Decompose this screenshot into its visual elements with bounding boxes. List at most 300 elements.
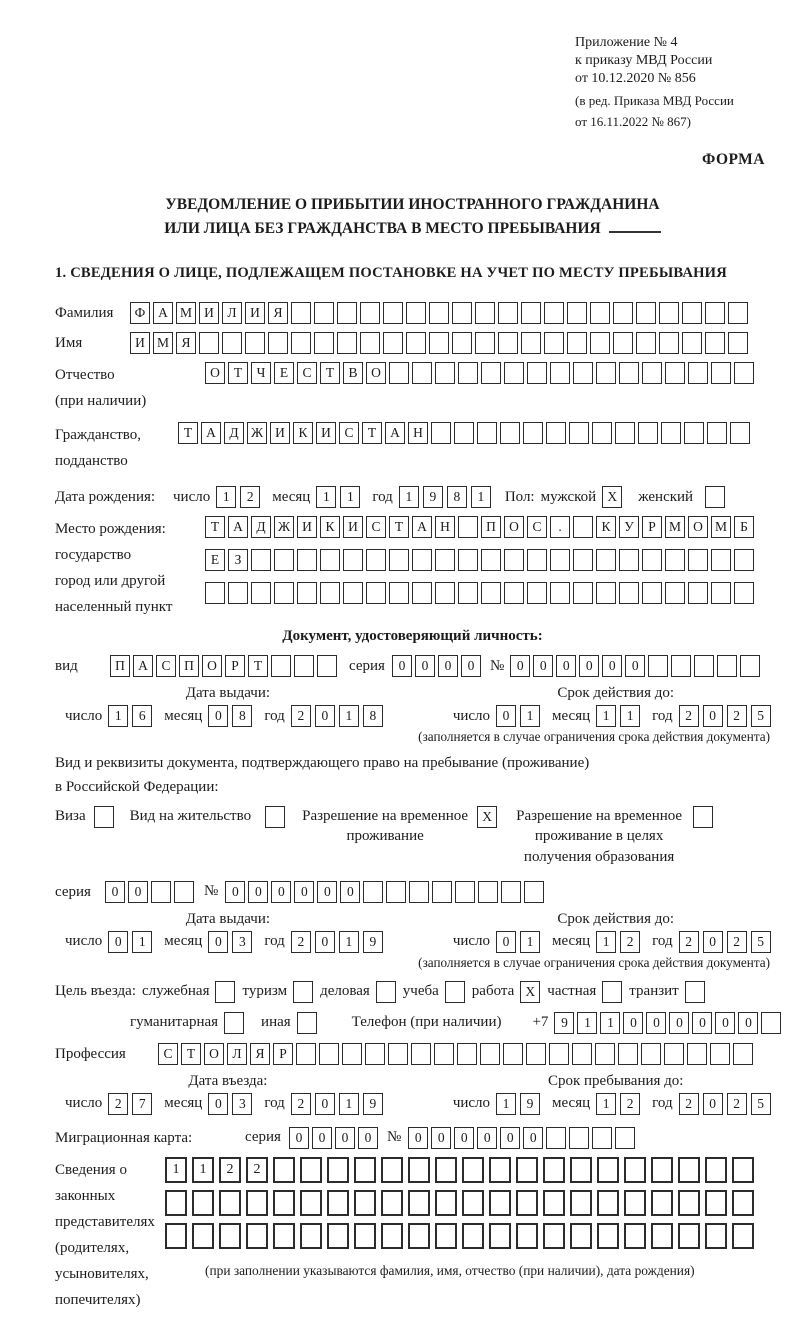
char-cell: 1 bbox=[216, 486, 236, 508]
identity-document-row bbox=[55, 655, 770, 677]
birthplace-boxes-row1 bbox=[205, 516, 754, 538]
purpose-official-checkbox bbox=[215, 981, 235, 1003]
char-cell: 2 bbox=[620, 931, 640, 953]
char-cell bbox=[251, 549, 271, 571]
char-cell: 2 bbox=[620, 1093, 640, 1115]
profession-row bbox=[55, 1043, 770, 1065]
char-cell bbox=[503, 1043, 523, 1065]
char-cell bbox=[504, 362, 524, 384]
char-cell: 2 bbox=[240, 486, 260, 508]
guardians-label-line: законных bbox=[55, 1187, 116, 1204]
doc-series-label: серия bbox=[349, 657, 385, 674]
char-cell: С bbox=[527, 516, 547, 538]
year-label: год bbox=[264, 1095, 285, 1112]
char-cell: 1 bbox=[471, 486, 491, 508]
char-cell bbox=[412, 362, 432, 384]
month-label: месяц bbox=[164, 1095, 203, 1112]
patronymic-label-line: Отчество bbox=[55, 367, 115, 383]
char-cell: 9 bbox=[520, 1093, 540, 1115]
char-cell: 1 bbox=[165, 1157, 187, 1183]
purpose-other bbox=[261, 1012, 319, 1034]
char-cell: 2 bbox=[727, 705, 747, 727]
char-cell bbox=[366, 549, 386, 571]
char-cell: 0 bbox=[523, 1127, 543, 1149]
purpose-other-label: иная bbox=[261, 1014, 291, 1031]
char-cell bbox=[642, 549, 662, 571]
char-cell: 0 bbox=[496, 705, 516, 727]
char-cell: О bbox=[204, 1043, 224, 1065]
char-cell: О bbox=[202, 655, 222, 677]
char-cell: Я bbox=[176, 332, 196, 354]
birthplace-label-line: населенный пункт bbox=[55, 599, 173, 615]
char-cell: Т bbox=[389, 516, 409, 538]
char-cell: 5 bbox=[751, 1093, 771, 1115]
char-cell: И bbox=[270, 422, 290, 444]
guardians-note: (при заполнении указываются фамилия, имя, отчество (при наличии), дата рождения) bbox=[205, 1262, 695, 1278]
char-cell bbox=[454, 422, 474, 444]
char-cell bbox=[165, 1223, 187, 1249]
guardians-label-line: (родителях, bbox=[55, 1239, 130, 1256]
char-cell bbox=[597, 1157, 619, 1183]
char-cell: 2 bbox=[291, 1093, 311, 1115]
birth-date-row bbox=[55, 486, 770, 508]
char-cell bbox=[300, 1223, 322, 1249]
char-cell bbox=[481, 549, 501, 571]
char-cell bbox=[296, 1043, 316, 1065]
char-cell bbox=[705, 1190, 727, 1216]
char-cell bbox=[354, 1223, 376, 1249]
patronymic-boxes bbox=[205, 362, 754, 384]
char-cell: 0 bbox=[692, 1012, 712, 1034]
guardians-label-line: представителях bbox=[55, 1213, 155, 1230]
guardians-block bbox=[55, 1157, 770, 1313]
purpose-study-label: учеба bbox=[402, 983, 439, 1000]
purpose-transit bbox=[629, 981, 706, 1003]
char-cell: 2 bbox=[291, 705, 311, 727]
doc-dates-row bbox=[65, 685, 770, 727]
annex-reference bbox=[575, 34, 770, 131]
char-cell bbox=[458, 362, 478, 384]
annex-amendment-line: (в ред. Приказа МВД России bbox=[575, 92, 734, 108]
char-cell bbox=[682, 302, 702, 324]
char-cell: М bbox=[711, 516, 731, 538]
char-cell: Я bbox=[250, 1043, 270, 1065]
char-cell bbox=[573, 582, 593, 604]
char-cell: П bbox=[179, 655, 199, 677]
char-cell bbox=[297, 582, 317, 604]
char-cell bbox=[596, 362, 616, 384]
char-cell bbox=[199, 332, 219, 354]
char-cell: Р bbox=[642, 516, 662, 538]
purpose-humanitarian-label: гуманитарная bbox=[130, 1014, 219, 1031]
char-cell bbox=[597, 1223, 619, 1249]
char-cell bbox=[641, 1043, 661, 1065]
char-cell: И bbox=[316, 422, 336, 444]
char-cell: 6 bbox=[132, 705, 152, 727]
permit-valid-day-boxes bbox=[496, 931, 540, 953]
sex-label: Пол: bbox=[504, 488, 535, 505]
char-cell: 0 bbox=[703, 1093, 723, 1115]
stay-year-boxes bbox=[679, 1093, 771, 1115]
valid-until-label: Срок действия до: bbox=[557, 910, 675, 927]
char-cell bbox=[728, 302, 748, 324]
permit-number-boxes bbox=[225, 881, 544, 903]
char-cell bbox=[273, 1157, 295, 1183]
char-cell: 0 bbox=[315, 705, 335, 727]
purpose-other-checkbox bbox=[297, 1012, 317, 1034]
char-cell bbox=[489, 1157, 511, 1183]
char-cell: 0 bbox=[738, 1012, 758, 1034]
char-cell bbox=[452, 302, 472, 324]
char-cell bbox=[546, 422, 566, 444]
char-cell bbox=[246, 1190, 268, 1216]
visa-checkbox bbox=[94, 806, 114, 828]
char-cell: А bbox=[153, 302, 173, 324]
char-cell bbox=[688, 582, 708, 604]
char-cell bbox=[678, 1223, 700, 1249]
char-cell bbox=[678, 1190, 700, 1216]
char-cell bbox=[710, 1043, 730, 1065]
char-cell bbox=[389, 362, 409, 384]
char-cell bbox=[688, 549, 708, 571]
char-cell: А bbox=[133, 655, 153, 677]
form-title bbox=[55, 193, 770, 241]
char-cell bbox=[475, 302, 495, 324]
char-cell bbox=[268, 332, 288, 354]
char-cell: С bbox=[158, 1043, 178, 1065]
char-cell: 0 bbox=[208, 705, 228, 727]
char-cell bbox=[665, 582, 685, 604]
char-cell: 0 bbox=[496, 931, 516, 953]
char-cell: 2 bbox=[246, 1157, 268, 1183]
char-cell: 9 bbox=[554, 1012, 574, 1034]
char-cell: 0 bbox=[294, 881, 314, 903]
valid-until-label: Срок действия до: bbox=[557, 685, 675, 701]
char-cell: 1 bbox=[520, 931, 540, 953]
char-cell bbox=[573, 362, 593, 384]
char-cell bbox=[271, 655, 291, 677]
char-cell: Т bbox=[320, 362, 340, 384]
char-cell: 0 bbox=[669, 1012, 689, 1034]
day-label: число bbox=[173, 488, 211, 505]
char-cell: Ж bbox=[247, 422, 267, 444]
char-cell bbox=[500, 422, 520, 444]
char-cell bbox=[661, 422, 681, 444]
char-cell: Б bbox=[734, 516, 754, 538]
char-cell bbox=[219, 1223, 241, 1249]
form-title-line2: ИЛИ ЛИЦА БЕЗ ГРАЖДАНСТВА В МЕСТО ПРЕБЫВАНИЯ bbox=[164, 219, 601, 237]
permit-dates-row bbox=[65, 911, 770, 953]
char-cell: 0 bbox=[623, 1012, 643, 1034]
char-cell: 0 bbox=[703, 931, 723, 953]
char-cell: Л bbox=[227, 1043, 247, 1065]
char-cell bbox=[251, 582, 271, 604]
char-cell: 2 bbox=[679, 931, 699, 953]
char-cell bbox=[550, 549, 570, 571]
char-cell: Л bbox=[222, 302, 242, 324]
char-cell bbox=[274, 582, 294, 604]
doc-valid-until-group bbox=[453, 685, 779, 727]
char-cell: 0 bbox=[415, 655, 435, 677]
char-cell bbox=[319, 1043, 339, 1065]
char-cell bbox=[452, 332, 472, 354]
char-cell: О bbox=[504, 516, 524, 538]
char-cell: Т bbox=[178, 422, 198, 444]
char-cell bbox=[592, 422, 612, 444]
char-cell: Я bbox=[268, 302, 288, 324]
doc-kind-label: вид bbox=[55, 658, 78, 674]
char-cell: Н bbox=[408, 422, 428, 444]
char-cell bbox=[412, 549, 432, 571]
patronymic-row bbox=[55, 362, 770, 414]
char-cell bbox=[570, 1190, 592, 1216]
permit-type-row bbox=[55, 806, 770, 867]
char-cell: 5 bbox=[751, 931, 771, 953]
char-cell bbox=[734, 362, 754, 384]
char-cell bbox=[740, 655, 760, 677]
birthplace-label-line: Место рождения: bbox=[55, 521, 166, 537]
year-label: год bbox=[264, 933, 285, 950]
char-cell bbox=[408, 1190, 430, 1216]
char-cell: И bbox=[130, 332, 150, 354]
birth-date-group bbox=[173, 486, 499, 508]
permit-series-boxes bbox=[105, 881, 194, 903]
char-cell: 8 bbox=[232, 705, 252, 727]
purpose-work bbox=[472, 981, 543, 1003]
char-cell bbox=[408, 1223, 430, 1249]
entry-date-group bbox=[65, 1073, 391, 1115]
char-cell: Н bbox=[435, 516, 455, 538]
day-label: число bbox=[452, 707, 491, 724]
doc-issue-date-group bbox=[65, 685, 391, 727]
day-label: число bbox=[452, 933, 491, 950]
surname-label: Фамилия bbox=[55, 305, 114, 321]
char-cell bbox=[477, 422, 497, 444]
char-cell bbox=[590, 302, 610, 324]
doc-valid-month-boxes bbox=[596, 705, 640, 727]
char-cell: 1 bbox=[340, 486, 360, 508]
char-cell: М bbox=[176, 302, 196, 324]
migcard-series-label: серия bbox=[245, 1129, 281, 1146]
char-cell bbox=[590, 332, 610, 354]
char-cell bbox=[381, 1223, 403, 1249]
char-cell bbox=[543, 1157, 565, 1183]
temp-residence-edu-label: Разрешение на временное проживание в целях получения образования bbox=[516, 808, 683, 865]
char-cell bbox=[618, 1043, 638, 1065]
char-cell bbox=[527, 549, 547, 571]
purpose-private-label: частная bbox=[547, 983, 597, 1000]
char-cell bbox=[570, 1157, 592, 1183]
char-cell bbox=[314, 332, 334, 354]
char-cell bbox=[678, 1157, 700, 1183]
permit-issue-date-group bbox=[65, 911, 391, 953]
char-cell bbox=[435, 1223, 457, 1249]
migration-card-label: Миграционная карта: bbox=[55, 1129, 193, 1146]
char-cell bbox=[705, 332, 725, 354]
char-cell: 1 bbox=[108, 705, 128, 727]
char-cell bbox=[682, 332, 702, 354]
char-cell bbox=[317, 655, 337, 677]
char-cell: К bbox=[320, 516, 340, 538]
char-cell bbox=[732, 1190, 754, 1216]
char-cell bbox=[733, 1043, 753, 1065]
char-cell bbox=[636, 332, 656, 354]
char-cell bbox=[498, 332, 518, 354]
birthplace-label-line: город или другой bbox=[55, 573, 166, 589]
char-cell bbox=[619, 582, 639, 604]
char-cell bbox=[481, 582, 501, 604]
char-cell: Т bbox=[248, 655, 268, 677]
guardians-boxes-row1 bbox=[165, 1157, 754, 1183]
sex-male-checkbox: X bbox=[602, 486, 622, 508]
char-cell bbox=[527, 362, 547, 384]
birthplace-label bbox=[55, 516, 205, 620]
char-cell: 1 bbox=[520, 705, 540, 727]
char-cell: 1 bbox=[192, 1157, 214, 1183]
char-cell bbox=[435, 582, 455, 604]
char-cell bbox=[406, 302, 426, 324]
temp-residence-edu-checkbox bbox=[693, 806, 713, 828]
char-cell bbox=[435, 1157, 457, 1183]
char-cell: З bbox=[228, 549, 248, 571]
char-cell bbox=[343, 582, 363, 604]
char-cell: 1 bbox=[620, 705, 640, 727]
char-cell bbox=[489, 1223, 511, 1249]
char-cell bbox=[572, 1043, 592, 1065]
migcard-number-label: № bbox=[386, 1129, 402, 1146]
surname-row bbox=[55, 302, 770, 324]
char-cell: 1 bbox=[339, 705, 359, 727]
char-cell bbox=[526, 1043, 546, 1065]
char-cell bbox=[615, 422, 635, 444]
char-cell: 8 bbox=[447, 486, 467, 508]
char-cell: М bbox=[665, 516, 685, 538]
char-cell bbox=[327, 1223, 349, 1249]
char-cell bbox=[516, 1190, 538, 1216]
char-cell bbox=[570, 1223, 592, 1249]
char-cell: 9 bbox=[363, 931, 383, 953]
char-cell bbox=[291, 332, 311, 354]
char-cell bbox=[435, 1190, 457, 1216]
char-cell bbox=[516, 1223, 538, 1249]
char-cell bbox=[651, 1157, 673, 1183]
char-cell: А bbox=[228, 516, 248, 538]
char-cell: 0 bbox=[340, 881, 360, 903]
char-cell: 0 bbox=[317, 881, 337, 903]
char-cell: 0 bbox=[315, 931, 335, 953]
entry-month-boxes bbox=[208, 1093, 252, 1115]
char-cell bbox=[501, 881, 521, 903]
char-cell bbox=[550, 362, 570, 384]
year-label: год bbox=[652, 1095, 673, 1112]
char-cell: 3 bbox=[232, 1093, 252, 1115]
guardians-label-line: усыновителях, bbox=[55, 1265, 149, 1282]
issue-date-label: Дата выдачи: bbox=[185, 910, 271, 927]
temp-residence-edu-option bbox=[513, 806, 715, 867]
char-cell bbox=[592, 1127, 612, 1149]
char-cell bbox=[165, 1190, 187, 1216]
form-title-line1: УВЕДОМЛЕНИЕ О ПРИБЫТИИ ИНОСТРАННОГО ГРАЖДАНИНА bbox=[165, 195, 660, 213]
month-label: месяц bbox=[164, 707, 203, 724]
annex-line: от 10.12.2020 № 856 bbox=[575, 70, 696, 86]
birthplace-boxes-row2 bbox=[205, 549, 754, 571]
char-cell: 1 bbox=[316, 486, 336, 508]
char-cell bbox=[543, 1190, 565, 1216]
char-cell bbox=[151, 881, 171, 903]
permit-valid-until-group bbox=[453, 911, 779, 953]
char-cell bbox=[711, 582, 731, 604]
char-cell bbox=[273, 1190, 295, 1216]
char-cell bbox=[219, 1190, 241, 1216]
char-cell bbox=[671, 655, 691, 677]
citizenship-label-line: подданство bbox=[55, 453, 128, 469]
char-cell: М bbox=[153, 332, 173, 354]
char-cell: 1 bbox=[132, 931, 152, 953]
char-cell: О bbox=[688, 516, 708, 538]
doc-kind-boxes bbox=[110, 655, 337, 677]
char-cell bbox=[521, 302, 541, 324]
char-cell bbox=[684, 422, 704, 444]
char-cell bbox=[245, 332, 265, 354]
char-cell: 0 bbox=[289, 1127, 309, 1149]
char-cell bbox=[455, 881, 475, 903]
birthplace-label-line: государство bbox=[55, 547, 132, 563]
day-label: число bbox=[65, 933, 103, 950]
char-cell bbox=[573, 549, 593, 571]
char-cell bbox=[573, 516, 593, 538]
char-cell bbox=[642, 362, 662, 384]
char-cell bbox=[327, 1190, 349, 1216]
char-cell: 0 bbox=[477, 1127, 497, 1149]
purpose-work-checkbox: X bbox=[520, 981, 540, 1003]
char-cell: 9 bbox=[363, 1093, 383, 1115]
char-cell: 0 bbox=[431, 1127, 451, 1149]
permit-issue-month-boxes bbox=[208, 931, 252, 953]
char-cell bbox=[498, 302, 518, 324]
char-cell: 0 bbox=[715, 1012, 735, 1034]
char-cell: . bbox=[550, 516, 570, 538]
char-cell bbox=[429, 302, 449, 324]
char-cell bbox=[300, 1157, 322, 1183]
char-cell: 0 bbox=[358, 1127, 378, 1149]
char-cell bbox=[761, 1012, 781, 1034]
char-cell: У bbox=[619, 516, 639, 538]
char-cell bbox=[192, 1223, 214, 1249]
char-cell: 1 bbox=[596, 1093, 616, 1115]
stay-until-label: Срок пребывания до: bbox=[547, 1072, 684, 1089]
char-cell: 0 bbox=[208, 1093, 228, 1115]
permit-series-label: серия bbox=[55, 883, 91, 900]
char-cell bbox=[544, 332, 564, 354]
char-cell bbox=[320, 549, 340, 571]
char-cell: 0 bbox=[408, 1127, 428, 1149]
char-cell bbox=[381, 1157, 403, 1183]
guardians-label-line: Сведения о bbox=[55, 1161, 127, 1178]
char-cell: О bbox=[366, 362, 386, 384]
char-cell: 0 bbox=[556, 655, 576, 677]
char-cell bbox=[524, 881, 544, 903]
birthplace-boxes-row3 bbox=[205, 582, 754, 604]
char-cell: 2 bbox=[727, 931, 747, 953]
char-cell: П bbox=[481, 516, 501, 538]
purpose-study-checkbox bbox=[445, 981, 465, 1003]
char-cell bbox=[462, 1190, 484, 1216]
doc-number-label: № bbox=[489, 657, 505, 674]
char-cell bbox=[638, 422, 658, 444]
day-label: число bbox=[65, 707, 103, 724]
char-cell bbox=[386, 881, 406, 903]
char-cell bbox=[624, 1157, 646, 1183]
